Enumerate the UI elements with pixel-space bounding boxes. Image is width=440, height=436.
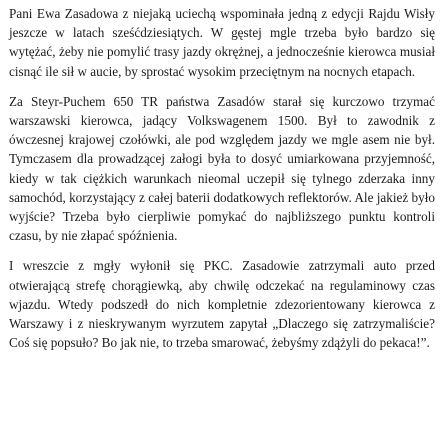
paragraph-1: Pani Ewa Zasadowa z niejaką uciechą wspominała jedną z edycji Rajdu Wisły jeszcze w latach sześćdziesiątych. W gęstej mgle trzeba było bardzo się wytężać, żeby nie pomylić trasy jazdy okrężnej, a jednocześnie kierowca musiał cisnąć ile sił w aucie, by sprostać wysokim przeciętnym na nocnych etapach.: [9, 6, 435, 79]
paragraph-2: Za Steyr-Puchem 650 TR państwa Zasadów starał się kurczowo trzymać warszawski kierowca, jadący Volkswagenem 1500. Był to zawodnik z ówczesnej krajowej czołówki, ale pod względem jazdy we mgle asem nie był. Tymczasem dla prowadzącej załogi była to dosyć umiarkowana przyjemność, kiedy w tak ciężkich warunkach nieomal uczepił się tylnego zderzaka inny samochód, korzystający z całej baterii dodatkowych reflektorów. Ale jakież było wyjście? Trzeba było cierpliwie pomykać do najbliższego punktu kontroli czasu, by nie złapać spóźnienia.: [9, 93, 435, 244]
document-page: [9, 4, 435, 352]
paragraph-3: I wreszcie z mgły wyłonił się PKC. Zasadowie zatrzymali auto przed otwierającą strefę chorągiewką, aby chwilę odczekać na regulaminowy czas wjazdu. Wtedy podszedł do nich kompletnie zdezorientowany kierowca z Warszawy i z nieskrywanym wyrzutem zapytał „Dlaczego się zatrzymaliście? Coś się popsuło? Bo jak nie, to trzeba smarować, żebyśmy zdążyli do pekaca!”.: [9, 258, 435, 351]
